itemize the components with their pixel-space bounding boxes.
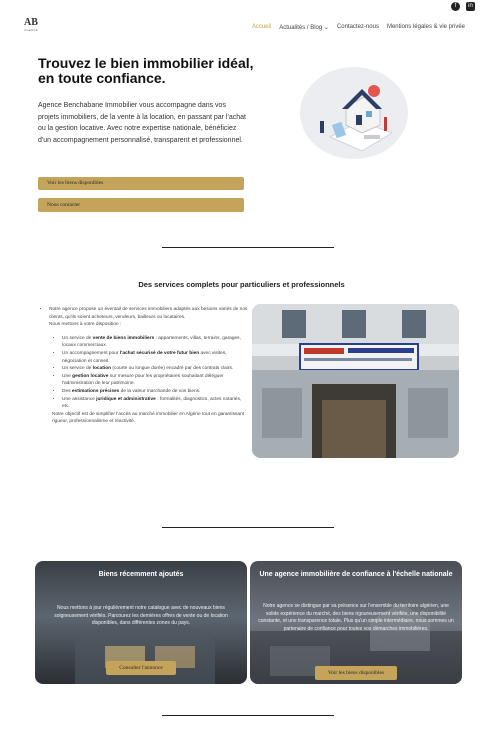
services-outro: Notre objectif est de simplifier l'accès au marché immobilier en Algérie tout en garantissant rigueur, professionnalisme et réactivité. [52,411,245,425]
nav-item-accueil[interactable]: Accueil [251,24,272,30]
logo-tagline: AGENCE [24,28,38,32]
section-divider [162,247,334,248]
list-item: • Une assistance juridique et administrative : formalités, diagnostics, actes notariés, etc. [62,396,248,411]
services-description [38,306,248,426]
list-item: • Une gestion locative sur mesure pour les propriétaires souhaitant déléguer l'administration de leur patrimoine. [62,373,248,388]
card-text: Nous mettons à jour régulièrement notre catalogue avec de nouveaux biens soigneusement vérifiés. Parcourez les dernières offres de vente ou de location disponibles, dans différentes zones du pays. [54,605,228,626]
nav-item-contact[interactable]: Contactez-nous [336,24,379,30]
services-intro [49,306,248,329]
view-properties-button[interactable]: Voir les biens disponibles [38,177,244,190]
trusted-agency-card [250,561,462,684]
view-listing-button[interactable]: Consulter l'annonce [106,661,176,675]
main-nav [252,24,465,31]
chevron-down-icon: ⌄ [323,25,329,31]
view-properties-button[interactable]: Voir les biens disponibles [315,666,397,680]
hero-title: Trouvez le bien immobilier idéal, en toute confiance. [38,55,254,86]
services-list [38,335,248,411]
section-divider [162,715,334,716]
hero-text: Agence Benchabane Immobilier vous accompagne dans vos projets immobiliers, de la vente à la location, en passant par l'achat ou la gestion locative. Avec notre expertise nationale, bénéficiez d'un accompagnement personnalisé, transparent et professionnel. [38,102,246,144]
services-intro2-text: Nous mettons à votre disposition : [49,322,122,328]
agency-storefront-photo [252,304,459,458]
linkedin-icon[interactable]: in [466,2,475,11]
house-illustration [300,67,408,159]
contact-button[interactable]: Nous contacter [38,198,244,212]
logo[interactable] [20,18,42,40]
logo-text: AB [24,17,38,28]
social-links [451,2,475,11]
list-item: • Un accompagnement pour l'achat sécurisé de votre futur bien avec visites, négociation et conseil. [62,350,248,365]
recent-properties-card [35,561,247,684]
card-text: Notre agence se distingue par sa présence sur l'ensemble du territoire algérien, une solide expérience du marché, des biens rigoureusement vérifiés, une disponibilité constante, et une transparence totale. Plus qu'un simple intermédiaire, nous sommes un partenaire de confiance pour toutes vos démarches immobilières. [258,603,454,632]
list-item: • Un service de vente de biens immobiliers : appartements, villas, terrains, garages, locaux commerciaux. [62,335,248,350]
facebook-icon[interactable]: f [451,2,460,11]
card-title: Biens récemment ajoutés [98,571,184,578]
list-item: • Des estimations précises de la valeur marchande de vos biens. [62,388,248,396]
nav-item-mentions[interactable]: Mentions légales & vie privée [386,24,465,30]
services-title: Des services complets pour particuliers et professionnels [138,280,345,289]
nav-item-blog-label: Actualités / Blog [279,25,323,31]
list-item: • Un service de location (courte ou longue durée) encadré par des contrats clairs. [62,365,248,373]
services-intro-text: Notre agence propose un éventail de services immobiliers adaptés aux besoins variés de nos clients, qu'ils soient acheteurs, vendeurs, bailleurs ou locataires. [49,307,248,320]
section-divider [162,527,334,528]
card-title: Une agence immobilière de confiance à l'échelle nationale [259,571,453,578]
nav-item-blog[interactable] [279,24,329,31]
